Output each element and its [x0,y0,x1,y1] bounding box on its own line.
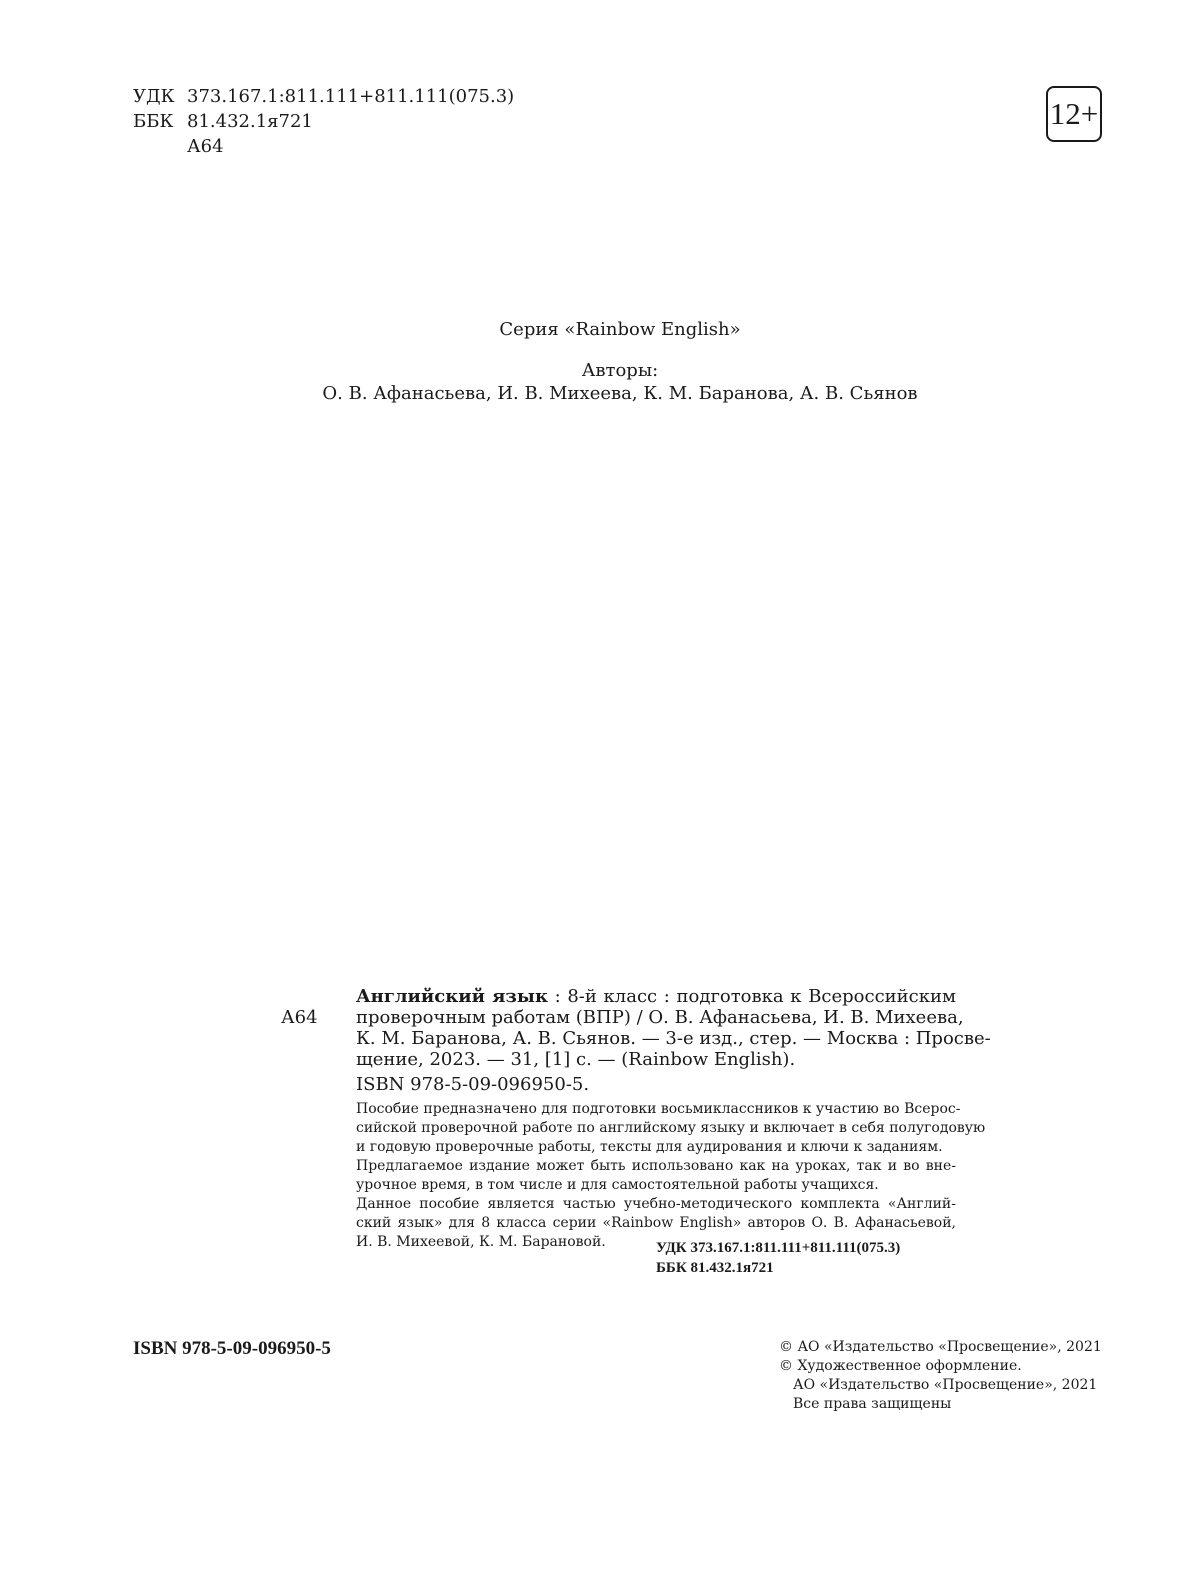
author-mark: А64 [187,136,224,157]
bbk-row [133,109,514,134]
bibliographic-line: проверочным работам (ВПР) / О. В. Афанасьева, И. В. Михеева, [356,1007,964,1028]
annotation-line: Данное пособие является частью учебно-методического комплекта «Англий- [356,1196,956,1212]
annotation-line: ский язык» для 8 класса серии «Rainbow English» авторов О. В. Афанасьевой, [356,1215,956,1231]
age-rating-badge: 12+ [1046,86,1102,142]
classification-header [133,84,514,159]
series-line: Серия «Rainbow English» [499,319,741,340]
bbk-bottom: ББК 81.432.1я721 [656,1260,774,1276]
rights-line: Все права защищены [793,1396,952,1412]
annotation-line: И. В. Михеевой, К. М. Барановой. [356,1234,606,1250]
authors-list: О. В. Афанасьева, И. В. Михеева, К. М. Баранова, А. В. Сьянов [322,383,918,404]
annotation-line: Предлагаемое издание может быть использовано как на уроках, так и во вне- [356,1158,956,1174]
bibliographic-line [356,986,956,1007]
annotation-line: урочное время, в том числе и для самостоятельной работы учащихся. [356,1177,879,1193]
udk-label: УДК [133,86,175,107]
udk-bottom: УДК 373.167.1:811.111+811.111(075.3) [656,1240,901,1256]
authors-label: Авторы: [581,360,659,381]
copyright-block [779,1338,1102,1414]
annotation-line: Пособие предназначено для подготовки восьмиклассников к участию во Всерос- [356,1101,961,1117]
bibliographic-line-text: : 8-й класс : подготовка к Всероссийским [547,986,956,1007]
classification-footer [656,1238,900,1278]
copyright-line: АО «Издательство «Просвещение», 2021 [793,1377,1098,1393]
udk-value: 373.167.1:811.111+811.111(075.3) [187,86,515,107]
bibliographic-title: Английский язык [356,986,548,1007]
bibliographic-line: щение, 2023. — 31, [1] с. — (Rainbow English). [356,1049,796,1070]
bbk-label: ББК [133,111,174,132]
bibliographic-author-mark: А64 [281,1007,318,1028]
annotation-line: сийской проверочной работе по английскому языку и включает в себя полугодовую [356,1120,986,1136]
bbk-value: 81.432.1я721 [187,111,313,132]
isbn-footer: ISBN 978-5-09-096950-5 [133,1338,331,1359]
copyright-line: © АО «Издательство «Просвещение», 2021 [779,1339,1102,1355]
copyright-line: © Художественное оформление. [779,1358,1022,1374]
annotation-line: и годовую проверочные работы, тексты для аудирования и ключи к заданиям. [356,1139,943,1155]
bibliographic-record [356,986,991,1070]
udk-row [133,84,514,109]
bibliographic-isbn: ISBN 978-5-09-096950-5. [356,1074,590,1095]
bibliographic-line: К. М. Баранова, А. В. Сьянов. — 3-е изд., стер. — Москва : Просве- [356,1028,991,1049]
annotation [356,1100,986,1252]
